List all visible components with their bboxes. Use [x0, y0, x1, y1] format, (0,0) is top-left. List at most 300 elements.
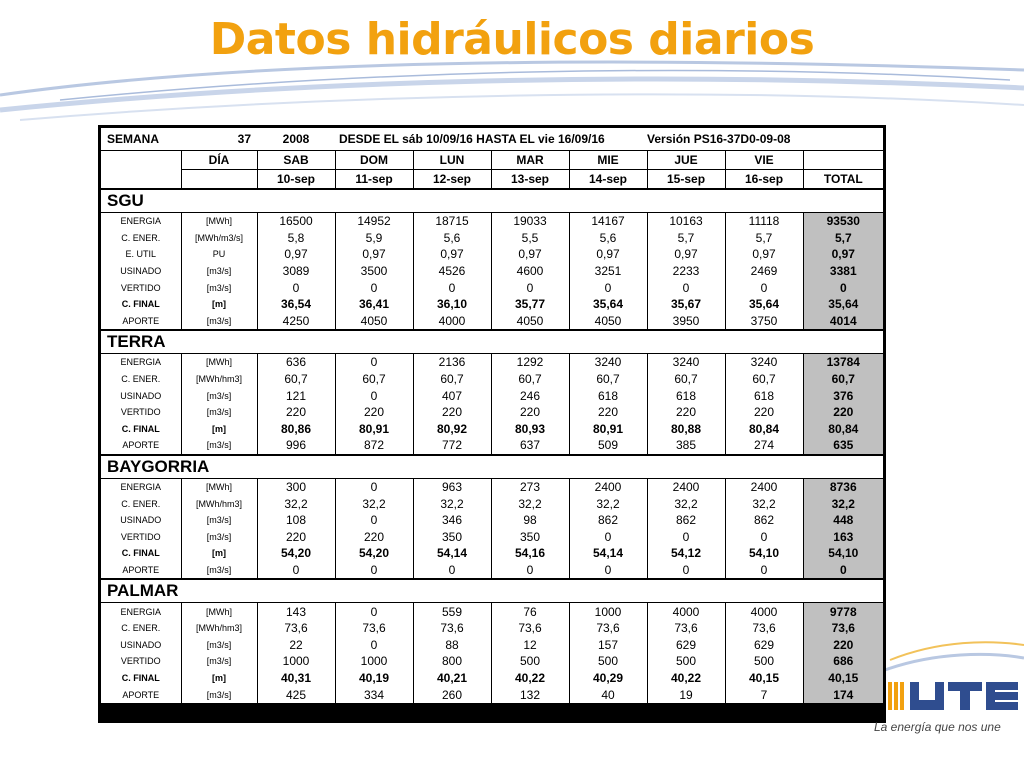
value-cell: 2400 — [569, 478, 647, 495]
value-cell: 500 — [725, 653, 803, 670]
day-label: DÍA — [181, 151, 257, 170]
row-label: USINADO — [120, 390, 162, 401]
table-row — [101, 670, 883, 687]
value-cell: 3950 — [647, 313, 725, 331]
table-row — [101, 230, 883, 247]
day-date: 14-sep — [569, 170, 647, 190]
row-unit: [m3/s] — [181, 512, 257, 529]
value-cell: 0 — [335, 512, 413, 529]
value-cell: 1000 — [335, 653, 413, 670]
value-cell: 0 — [335, 354, 413, 371]
day-date: 13-sep — [491, 170, 569, 190]
day-name: SAB — [257, 151, 335, 170]
value-cell: 40,31 — [257, 670, 335, 687]
table-row — [101, 653, 883, 670]
value-cell: 7 — [725, 686, 803, 703]
value-cell: 260 — [413, 686, 491, 703]
value-cell: 509 — [569, 437, 647, 455]
table-row — [101, 620, 883, 637]
row-unit: [m3/s] — [181, 636, 257, 653]
total-cell: 35,64 — [803, 296, 883, 313]
ute-logo — [888, 682, 1018, 710]
total-cell: 3381 — [803, 263, 883, 280]
value-cell: 40,29 — [569, 670, 647, 687]
row-label: APORTE — [122, 440, 160, 451]
value-cell: 220 — [725, 404, 803, 421]
value-cell: 0 — [335, 387, 413, 404]
value-cell: 35,67 — [647, 296, 725, 313]
day-date: 15-sep — [647, 170, 725, 190]
value-cell: 425 — [257, 686, 335, 703]
value-cell: 636 — [257, 354, 335, 371]
day-name: LUN — [413, 151, 491, 170]
value-cell: 500 — [491, 653, 569, 670]
value-cell: 32,2 — [335, 495, 413, 512]
total-cell: 220 — [803, 404, 883, 421]
value-cell: 618 — [569, 387, 647, 404]
total-cell: 4014 — [803, 313, 883, 331]
row-unit: [MWh/hm3] — [181, 620, 257, 637]
value-cell: 40 — [569, 686, 647, 703]
blank-cell — [101, 170, 181, 190]
value-cell: 40,22 — [491, 670, 569, 687]
value-cell: 40,21 — [413, 670, 491, 687]
day-date: 12-sep — [413, 170, 491, 190]
value-cell: 220 — [257, 529, 335, 546]
total-cell: 13784 — [803, 354, 883, 371]
value-cell: 0,97 — [725, 246, 803, 263]
row-unit: [MWh] — [181, 354, 257, 371]
value-cell: 4050 — [335, 313, 413, 331]
table-row — [101, 213, 883, 230]
table-row — [101, 437, 883, 455]
value-cell: 0,97 — [257, 246, 335, 263]
value-cell: 40,22 — [647, 670, 725, 687]
value-cell: 385 — [647, 437, 725, 455]
total-cell: 40,15 — [803, 670, 883, 687]
value-cell: 14952 — [335, 213, 413, 230]
row-label: ENERGIA — [120, 216, 161, 227]
day-name: MAR — [491, 151, 569, 170]
value-cell: 60,7 — [257, 371, 335, 388]
table-row — [101, 495, 883, 512]
value-cell: 618 — [647, 387, 725, 404]
value-cell: 40,15 — [725, 670, 803, 687]
total-cell: 73,6 — [803, 620, 883, 637]
value-cell: 872 — [335, 437, 413, 455]
blank-cell — [181, 170, 257, 190]
row-unit: [MWh/hm3] — [181, 495, 257, 512]
day-names-row — [101, 151, 883, 170]
value-cell: 40,19 — [335, 670, 413, 687]
value-cell: 60,7 — [413, 371, 491, 388]
value-cell: 963 — [413, 478, 491, 495]
row-unit: [m3/s] — [181, 562, 257, 580]
value-cell: 220 — [491, 404, 569, 421]
value-cell: 618 — [725, 387, 803, 404]
value-cell: 2136 — [413, 354, 491, 371]
value-cell: 4050 — [491, 313, 569, 331]
value-cell: 220 — [647, 404, 725, 421]
value-cell: 220 — [257, 404, 335, 421]
section-row — [101, 579, 883, 603]
value-cell: 73,6 — [335, 620, 413, 637]
row-unit: [m3/s] — [181, 437, 257, 455]
total-cell: 174 — [803, 686, 883, 703]
value-cell: 0 — [569, 529, 647, 546]
value-cell: 80,93 — [491, 421, 569, 438]
total-cell: 163 — [803, 529, 883, 546]
row-label: C. ENER. — [121, 498, 161, 509]
row-label: USINADO — [120, 266, 162, 277]
value-cell: 5,7 — [647, 230, 725, 247]
blank-cell — [101, 151, 181, 170]
header-row — [101, 128, 883, 151]
value-cell: 629 — [647, 636, 725, 653]
row-label: C. ENER. — [121, 374, 161, 385]
row-unit: PU — [181, 246, 257, 263]
total-cell: 0,97 — [803, 246, 883, 263]
value-cell: 80,92 — [413, 421, 491, 438]
value-cell: 14167 — [569, 213, 647, 230]
row-label: USINADO — [120, 639, 162, 650]
section-name: TERRA — [101, 330, 883, 354]
value-cell: 60,7 — [491, 371, 569, 388]
value-cell: 10163 — [647, 213, 725, 230]
value-cell: 22 — [257, 636, 335, 653]
value-cell: 3240 — [569, 354, 647, 371]
value-cell: 1292 — [491, 354, 569, 371]
total-cell: 635 — [803, 437, 883, 455]
table-row — [101, 603, 883, 620]
value-cell: 0 — [725, 529, 803, 546]
row-label: E. UTIL — [125, 249, 156, 260]
table-row — [101, 296, 883, 313]
value-cell: 0 — [491, 279, 569, 296]
value-cell: 0,97 — [491, 246, 569, 263]
value-cell: 16500 — [257, 213, 335, 230]
value-cell: 0,97 — [335, 246, 413, 263]
row-unit: [m3/s] — [181, 404, 257, 421]
table-row — [101, 545, 883, 562]
total-cell: 376 — [803, 387, 883, 404]
value-cell: 80,91 — [569, 421, 647, 438]
row-unit: [m] — [181, 421, 257, 438]
value-cell: 4000 — [647, 603, 725, 620]
day-name: VIE — [725, 151, 803, 170]
value-cell: 35,64 — [569, 296, 647, 313]
value-cell: 5,5 — [491, 230, 569, 247]
table-row — [101, 562, 883, 580]
table-row — [101, 354, 883, 371]
day-name: MIE — [569, 151, 647, 170]
row-label: APORTE — [122, 689, 160, 700]
table-row — [101, 279, 883, 296]
row-label: ENERGIA — [120, 357, 161, 368]
value-cell: 273 — [491, 478, 569, 495]
value-cell: 2400 — [647, 478, 725, 495]
value-cell: 19033 — [491, 213, 569, 230]
value-cell: 5,6 — [569, 230, 647, 247]
value-cell: 0,97 — [569, 246, 647, 263]
day-date: 16-sep — [725, 170, 803, 190]
value-cell: 4250 — [257, 313, 335, 331]
value-cell: 0 — [647, 279, 725, 296]
value-cell: 220 — [569, 404, 647, 421]
row-unit: [MWh] — [181, 603, 257, 620]
value-cell: 80,84 — [725, 421, 803, 438]
value-cell: 73,6 — [725, 620, 803, 637]
year: 2008 — [257, 128, 335, 151]
row-unit: [m3/s] — [181, 529, 257, 546]
value-cell: 2400 — [725, 478, 803, 495]
value-cell: 5,9 — [335, 230, 413, 247]
value-cell: 246 — [491, 387, 569, 404]
value-cell: 862 — [569, 512, 647, 529]
value-cell: 132 — [491, 686, 569, 703]
value-cell: 73,6 — [569, 620, 647, 637]
value-cell: 11118 — [725, 213, 803, 230]
row-unit: [MWh] — [181, 478, 257, 495]
value-cell: 862 — [647, 512, 725, 529]
value-cell: 0 — [725, 279, 803, 296]
row-unit: [m] — [181, 545, 257, 562]
total-cell: 686 — [803, 653, 883, 670]
value-cell: 220 — [413, 404, 491, 421]
value-cell: 996 — [257, 437, 335, 455]
value-cell: 143 — [257, 603, 335, 620]
value-cell: 60,7 — [569, 371, 647, 388]
total-cell: 93530 — [803, 213, 883, 230]
data-table — [101, 128, 883, 703]
day-name: DOM — [335, 151, 413, 170]
row-label: VERTIDO — [120, 282, 161, 293]
value-cell: 88 — [413, 636, 491, 653]
value-cell: 73,6 — [491, 620, 569, 637]
value-cell: 5,7 — [725, 230, 803, 247]
row-unit: [MWh/m3/s] — [181, 230, 257, 247]
value-cell: 637 — [491, 437, 569, 455]
total-cell: 8736 — [803, 478, 883, 495]
table-row — [101, 387, 883, 404]
table-row — [101, 313, 883, 331]
total-cell: 32,2 — [803, 495, 883, 512]
value-cell: 0 — [257, 279, 335, 296]
date-range: DESDE EL sáb 10/09/16 HASTA EL vie 16/09/16 — [335, 128, 647, 151]
value-cell: 73,6 — [647, 620, 725, 637]
value-cell: 0 — [335, 478, 413, 495]
value-cell: 18715 — [413, 213, 491, 230]
row-unit: [MWh/hm3] — [181, 371, 257, 388]
value-cell: 32,2 — [413, 495, 491, 512]
table-row — [101, 421, 883, 438]
value-cell: 0 — [569, 562, 647, 580]
value-cell: 73,6 — [413, 620, 491, 637]
total-cell: 80,84 — [803, 421, 883, 438]
value-cell: 54,12 — [647, 545, 725, 562]
value-cell: 32,2 — [491, 495, 569, 512]
section-name: PALMAR — [101, 579, 883, 603]
value-cell: 4600 — [491, 263, 569, 280]
row-label: VERTIDO — [120, 407, 161, 418]
value-cell: 274 — [725, 437, 803, 455]
value-cell: 121 — [257, 387, 335, 404]
value-cell: 1000 — [257, 653, 335, 670]
value-cell: 0 — [413, 279, 491, 296]
value-cell: 300 — [257, 478, 335, 495]
value-cell: 19 — [647, 686, 725, 703]
value-cell: 4000 — [413, 313, 491, 331]
value-cell: 35,77 — [491, 296, 569, 313]
row-unit: [m3/s] — [181, 263, 257, 280]
value-cell: 5,8 — [257, 230, 335, 247]
row-unit: [m3/s] — [181, 653, 257, 670]
row-label: C. ENER. — [121, 623, 161, 634]
total-cell: 0 — [803, 562, 883, 580]
table-row — [101, 478, 883, 495]
section-row — [101, 330, 883, 354]
value-cell: 0 — [335, 636, 413, 653]
value-cell: 2233 — [647, 263, 725, 280]
total-cell: 9778 — [803, 603, 883, 620]
day-name: JUE — [647, 151, 725, 170]
value-cell: 3240 — [647, 354, 725, 371]
value-cell: 0 — [647, 562, 725, 580]
value-cell: 3251 — [569, 263, 647, 280]
row-label: APORTE — [122, 564, 160, 575]
value-cell: 0 — [335, 562, 413, 580]
value-cell: 3089 — [257, 263, 335, 280]
total-cell: 448 — [803, 512, 883, 529]
value-cell: 32,2 — [725, 495, 803, 512]
day-dates-row — [101, 170, 883, 190]
value-cell: 4000 — [725, 603, 803, 620]
value-cell: 80,86 — [257, 421, 335, 438]
row-label: VERTIDO — [120, 531, 161, 542]
value-cell: 80,88 — [647, 421, 725, 438]
total-cell: 60,7 — [803, 371, 883, 388]
value-cell: 80,91 — [335, 421, 413, 438]
value-cell: 0 — [335, 603, 413, 620]
row-unit: [m3/s] — [181, 387, 257, 404]
table-row — [101, 263, 883, 280]
value-cell: 5,6 — [413, 230, 491, 247]
value-cell: 862 — [725, 512, 803, 529]
value-cell: 32,2 — [257, 495, 335, 512]
table-row — [101, 686, 883, 703]
semana-label: SEMANA — [101, 128, 181, 151]
table-row — [101, 371, 883, 388]
slogan: La energía que nos une — [874, 720, 1001, 734]
value-cell: 800 — [413, 653, 491, 670]
value-cell: 346 — [413, 512, 491, 529]
value-cell: 54,20 — [335, 545, 413, 562]
value-cell: 1000 — [569, 603, 647, 620]
value-cell: 4526 — [413, 263, 491, 280]
row-label: C. FINAL — [121, 423, 160, 434]
row-label: ENERGIA — [120, 606, 161, 617]
value-cell: 32,2 — [569, 495, 647, 512]
value-cell: 54,16 — [491, 545, 569, 562]
value-cell: 73,6 — [257, 620, 335, 637]
row-label: VERTIDO — [120, 656, 161, 667]
value-cell: 0 — [725, 562, 803, 580]
version: Versión PS16-37D0-09-08 — [647, 128, 883, 151]
day-date: 11-sep — [335, 170, 413, 190]
row-label: C. FINAL — [121, 672, 160, 683]
row-label: C. ENER. — [121, 232, 161, 243]
value-cell: 76 — [491, 603, 569, 620]
row-unit: [m] — [181, 296, 257, 313]
value-cell: 60,7 — [335, 371, 413, 388]
total-cell: 0 — [803, 279, 883, 296]
value-cell: 3750 — [725, 313, 803, 331]
section-row — [101, 455, 883, 479]
value-cell: 32,2 — [647, 495, 725, 512]
value-cell: 108 — [257, 512, 335, 529]
row-unit: [MWh] — [181, 213, 257, 230]
value-cell: 407 — [413, 387, 491, 404]
value-cell: 0 — [335, 279, 413, 296]
total-cell: 220 — [803, 636, 883, 653]
value-cell: 0 — [569, 279, 647, 296]
row-unit: [m] — [181, 670, 257, 687]
value-cell: 36,54 — [257, 296, 335, 313]
value-cell: 629 — [725, 636, 803, 653]
row-label: C. FINAL — [121, 299, 160, 310]
value-cell: 772 — [413, 437, 491, 455]
row-label: APORTE — [122, 315, 160, 326]
value-cell: 0 — [647, 529, 725, 546]
value-cell: 0 — [413, 562, 491, 580]
value-cell: 500 — [569, 653, 647, 670]
section-name: BAYGORRIA — [101, 455, 883, 479]
value-cell: 559 — [413, 603, 491, 620]
semana-number: 37 — [181, 128, 257, 151]
value-cell: 60,7 — [647, 371, 725, 388]
total-cell: 54,10 — [803, 545, 883, 562]
row-label: ENERGIA — [120, 482, 161, 493]
row-unit: [m3/s] — [181, 279, 257, 296]
table-row — [101, 246, 883, 263]
value-cell: 36,41 — [335, 296, 413, 313]
row-unit: [m3/s] — [181, 686, 257, 703]
value-cell: 500 — [647, 653, 725, 670]
table-row — [101, 529, 883, 546]
page-title: Datos hidráulicos diarios — [209, 14, 815, 65]
table-row — [101, 512, 883, 529]
total-cell: 5,7 — [803, 230, 883, 247]
table-row — [101, 404, 883, 421]
value-cell: 220 — [335, 529, 413, 546]
value-cell: 60,7 — [725, 371, 803, 388]
value-cell: 54,14 — [569, 545, 647, 562]
value-cell: 3240 — [725, 354, 803, 371]
value-cell: 0 — [491, 562, 569, 580]
row-label: C. FINAL — [121, 548, 160, 559]
blank-cell — [803, 151, 883, 170]
value-cell: 334 — [335, 686, 413, 703]
value-cell: 350 — [413, 529, 491, 546]
total-label: TOTAL — [803, 170, 883, 190]
hydraulic-data-table — [98, 125, 886, 723]
value-cell: 350 — [491, 529, 569, 546]
value-cell: 36,10 — [413, 296, 491, 313]
value-cell: 98 — [491, 512, 569, 529]
value-cell: 54,14 — [413, 545, 491, 562]
row-unit: [m3/s] — [181, 313, 257, 331]
value-cell: 54,20 — [257, 545, 335, 562]
